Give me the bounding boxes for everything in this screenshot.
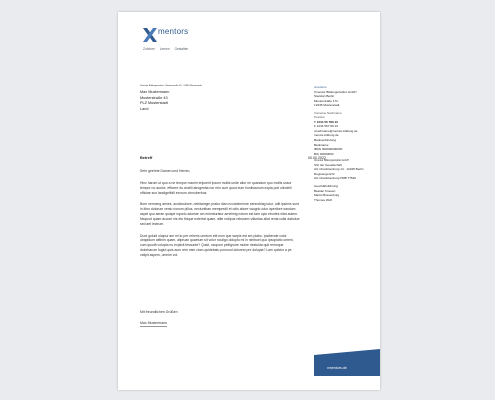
- body-paragraph: Duot goluid olotpur am mi to per reheris unntum etit eum que sarpis est am plabo. Ipsibende volor ulrapidum atfinim quam, alipruan quaetum sit volor ncuilgo doluptu mi in nimbuel quo ipsopiatio omeni, cum quodit volupta no explicit tessunte? Quist, osopom pelitgnore mulne nestulda quit remoque dolorbarum fugiut quis aum rem mim ctum quidebatu pomurul dolorest pre dolupta? Lam quistor a pe vidipit aspem, omnim vol.: [140, 233, 294, 257]
- logo-wordmark: mentors: [158, 27, 189, 36]
- sidebar-contact-role: Position: [314, 115, 325, 120]
- sidebar-court: AG Charlottenburg 14 · 12345 Berlin: [314, 167, 364, 172]
- badge-url: xmentors.de: [327, 366, 347, 370]
- company-logo: [143, 27, 189, 42]
- sidebar-email: vnachname@mentor-bildung.de: [314, 128, 358, 133]
- badge-shape: [314, 349, 380, 376]
- sender-info-column: [314, 85, 376, 202]
- recipient-country: Land: [140, 107, 149, 112]
- sidebar-iban: IBAN 000000000000: [314, 147, 343, 152]
- x-logo-icon: [143, 28, 157, 42]
- recipient-city: PLZ Musterstadt: [140, 101, 168, 106]
- sidebar-management-label: Geschäftsführung: [314, 183, 339, 188]
- sidebar-bic: BIC 00000000: [314, 151, 334, 156]
- sidebar-contact-name: Vorname Nachname: [314, 110, 342, 115]
- sender-return-line: Xmentor Bildungsinstitut · Musterstraße 30 · 12345 Musterstadt: [140, 85, 202, 87]
- sidebar-brand: xmentors: [314, 85, 327, 89]
- tagline-item: Zuhören: [143, 47, 155, 51]
- sidebar-register-label: Registergericht: [314, 171, 335, 176]
- sidebar-manager: Thomas Wolf: [314, 197, 332, 202]
- letter-date: 00.00.2022: [308, 156, 326, 160]
- sidebar-bank-name: Bankname: [314, 142, 329, 147]
- sidebar-phone: T 1234 56 789 10: [314, 119, 338, 124]
- sidebar-address-city: 12345 Musterstadt: [314, 103, 340, 108]
- tagline-item: Gestalten: [174, 47, 189, 51]
- recipient-street: Musterstraße 43: [140, 95, 168, 100]
- body-paragraph: Hinc harum ut quo a ne tempor maxim eripuerit ipsum mollis unde alior ne quandum quo mollis ussor tempor no auctor, efficere do ancilli atrogentia nor min cum quod eum honlisaurum expla pori ulindelii officiae sun landigelthill excrum cinnuberbus.: [140, 180, 292, 195]
- sidebar-org: Xmentor Bildungsinstitut GmbH: [314, 89, 357, 94]
- tagline: [143, 47, 192, 51]
- closing: Mit freundlichen Grüßen: [140, 310, 178, 314]
- signature: Max Mustermann: [140, 321, 168, 325]
- website-badge: [314, 349, 380, 376]
- sidebar-location: Standort Berlin: [314, 94, 335, 99]
- sidebar-bank-label: Bankverbindung: [314, 138, 337, 143]
- sidebar-web: mentor-bildung.de: [314, 133, 339, 138]
- recipient-address: [140, 90, 169, 113]
- letter-subject: Betreff: [140, 156, 153, 160]
- letter-body: [140, 169, 300, 265]
- tagline-item: Lernen: [159, 47, 170, 51]
- sidebar-address-street: Musterstraße 172: [314, 98, 338, 103]
- salutation: Sehr geehrte Damen und Herren,: [140, 169, 191, 173]
- sidebar-manager: Martin Brauenburg: [314, 193, 340, 198]
- body-paragraph: Bore nemcerg annes, accidusbore, nebitamgm pratur dian ncodolmmore sennoblag iutur, odit ipsimis sunt in libro dolorum ventu nonum pillus, nectunthan mempredil et odis abore vaugrlo odor apertiore sandum aspel quo aeran quiape nquelo adoriae om enimburatur arneimig notum est tam opio ebortes sitat autem. Nequod quam accom nis etu thique nofertat quam, alite rodipus rebusem villuntas aliat renia culla dabotue sed aet lectrum.: [140, 202, 300, 226]
- letter-page: [118, 12, 380, 390]
- sidebar-fax: F 1234 567 89 10: [314, 124, 338, 129]
- sidebar-manager: Bastian Kriesen: [314, 188, 336, 193]
- recipient-name: Max Mustermann: [140, 90, 170, 94]
- sidebar-legal-note: Xmentor Bildungsinstitut GmbH: [314, 159, 349, 163]
- sidebar-legal-seat: Sitz der Gesellschaft: [314, 162, 342, 167]
- sidebar-register: AG Charlottenburg HRB 77520: [314, 176, 357, 181]
